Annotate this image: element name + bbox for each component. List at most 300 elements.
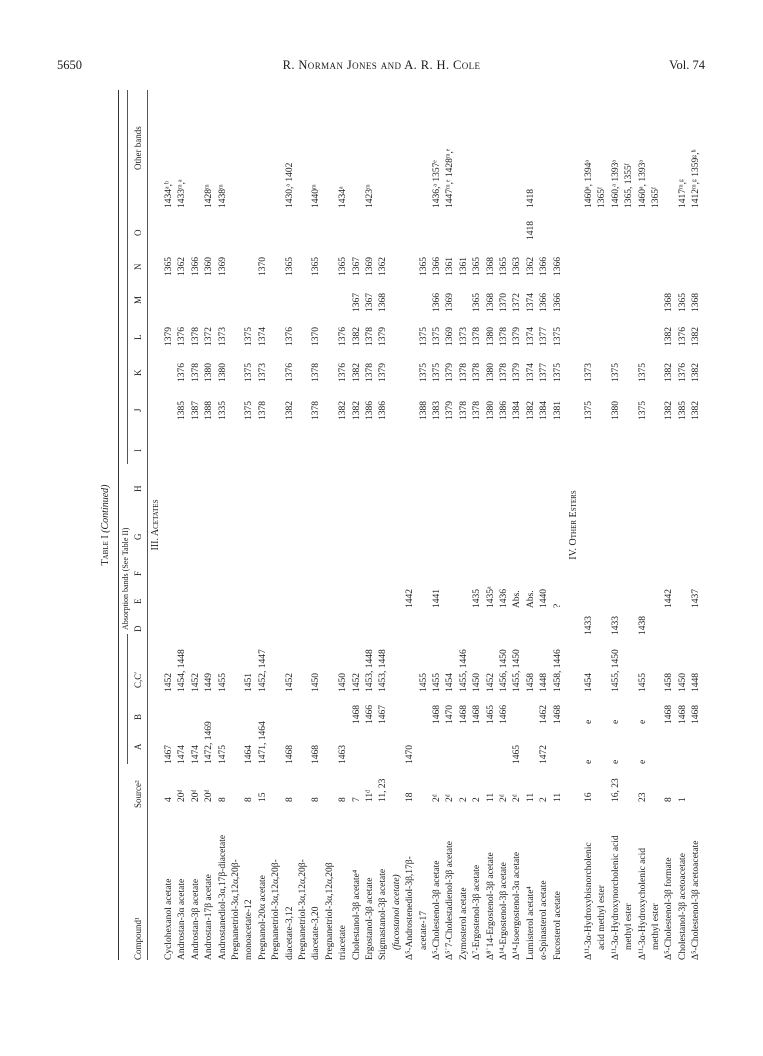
cell-a: 1463: [338, 745, 349, 764]
volume-label: Vol. 74: [669, 58, 705, 72]
cell-cc: 1455: [432, 673, 442, 692]
cell-m: 1367: [351, 293, 362, 312]
cell-e: ?: [552, 603, 563, 608]
compound-name: Lumisterol acetate⁴: [525, 886, 536, 960]
cell-d: 1433: [610, 616, 621, 635]
table-row: [472, 90, 485, 960]
cell-n: 1370: [257, 257, 268, 276]
cell-k: 1376: [284, 363, 295, 382]
cell-a: 1467: [164, 745, 174, 764]
cell-m: 1372: [512, 293, 523, 312]
cell-m: 1368: [378, 293, 389, 312]
cell-n: 1366: [539, 257, 550, 276]
cell-j: 1381: [552, 401, 563, 420]
cell-j: 1378: [257, 401, 268, 420]
table-row: [285, 90, 298, 960]
cell-l: 1376: [177, 327, 188, 346]
cell-l: 1378: [499, 327, 509, 346]
table-row: [218, 90, 231, 960]
table-row: [678, 90, 691, 960]
cell-src: 20ᵈ: [190, 789, 201, 802]
cell-other: 1365ᶠ: [651, 187, 661, 208]
cell-b: 1466: [365, 705, 375, 724]
cell-cc: 1452: [164, 673, 174, 692]
cell-j: 1378: [311, 401, 322, 420]
cell-cc: 1458: [525, 673, 536, 692]
cell-j: 1378: [472, 401, 483, 420]
cell-cc: 1452, 1447: [257, 649, 268, 692]
cell-cc: 1450: [472, 673, 483, 692]
cell-j: 1382: [284, 401, 295, 420]
cell-src: 2ᵈ: [432, 794, 442, 802]
cell-cc: 1453, 1448: [378, 649, 389, 692]
cell-other: 1418: [525, 189, 536, 208]
cell-other: 1365, 1355ᶠ: [624, 163, 635, 208]
cell-b: 1468: [664, 705, 675, 724]
cell-k: 1378: [365, 363, 375, 382]
cell-cc: 1452: [190, 673, 201, 692]
compound-name: Androstanediol-3α,17β-diacetate: [217, 834, 228, 960]
cell-k: 1378: [472, 363, 483, 382]
cell-other: 1428ᵐ: [204, 184, 215, 208]
cell-b: 1468: [351, 705, 362, 724]
cell-n: 1366: [552, 257, 563, 276]
column-header: H: [133, 485, 143, 492]
compound-name: Fucosterol acetate: [552, 891, 563, 960]
cell-e: 1435: [472, 589, 483, 608]
cell-j: 1382: [351, 401, 362, 420]
cell-k: 1380: [485, 363, 496, 382]
cell-cc: 1449: [204, 673, 215, 692]
cell-m: 1366: [539, 293, 550, 312]
column-header: Source²: [133, 780, 143, 808]
cell-k: 1377: [539, 363, 550, 382]
compound-name: methyl ester: [624, 903, 635, 950]
cell-a: 1472: [539, 745, 550, 764]
cell-src: 8: [244, 797, 255, 802]
cell-l: 1379: [512, 327, 523, 346]
cell-a: 1468: [284, 745, 295, 764]
cell-b: 1465: [485, 705, 496, 724]
cell-src: 11: [525, 792, 536, 802]
compound-name: (fucostanol acetate): [391, 874, 402, 950]
cell-other: 1417ᵐ,ᵍ: [677, 179, 688, 208]
table-row: [526, 90, 539, 960]
table-row: [486, 90, 499, 960]
cell-other: 1438ᵐ: [217, 184, 228, 208]
cell-j: 1382: [664, 401, 675, 420]
cell-k: 1375: [637, 363, 648, 382]
cell-d: 1438: [637, 616, 648, 635]
cell-a: 1474: [190, 745, 201, 764]
cell-b: 1468: [552, 705, 563, 724]
cell-src: 16: [584, 792, 594, 802]
cell-e: 1440: [539, 589, 550, 608]
cell-e: 1437: [691, 589, 702, 608]
cell-src: 1: [677, 797, 688, 802]
cell-n: 1365: [472, 257, 483, 276]
cell-l: 1379: [378, 327, 389, 346]
compound-name: monoacetate-12: [244, 899, 255, 960]
cell-a: 1475: [217, 745, 228, 764]
absorption-rule-left: [127, 634, 128, 764]
cell-src: 16, 23: [610, 778, 621, 802]
cell-k: 1374: [525, 363, 536, 382]
cell-other: 1412ᵐ,ᵍ 1359ᵍ,ʰ: [691, 149, 702, 208]
cell-k: 1375: [552, 363, 563, 382]
cell-n: 1366: [190, 257, 201, 276]
cell-e: 1442: [405, 589, 416, 608]
cell-cc: 1454, 1448: [177, 649, 188, 692]
cell-j: 1388: [204, 401, 215, 420]
table-row: [691, 90, 704, 960]
cell-j: 1375: [584, 401, 594, 420]
cell-l: 1382: [664, 327, 675, 346]
cell-cc: 1451: [244, 673, 255, 692]
cell-src: 2ᵈ: [445, 794, 456, 802]
cell-k: 1382: [351, 363, 362, 382]
cell-src: 2ᵈ: [512, 794, 523, 802]
cell-e: 1442: [664, 589, 675, 608]
cell-l: 1376: [284, 327, 295, 346]
cell-other: 1365ᶠ: [597, 187, 608, 208]
compound-name: Androstan-3α acetate: [177, 878, 188, 960]
cell-j: 1383: [432, 401, 442, 420]
cell-cc: 1455: [637, 673, 648, 692]
table-row: [459, 90, 472, 960]
header-rule: [147, 90, 148, 960]
table-row: [419, 90, 432, 960]
compound-name: Δ¹⁴-Isoergostenol-3α acetate: [512, 851, 523, 960]
table-row: [539, 90, 552, 960]
cell-j: 1388: [418, 401, 429, 420]
cell-l: 1372: [204, 327, 215, 346]
column-header: I: [133, 449, 143, 452]
compound-name: Δ⁸˙14-Ergostenol-3β acetate: [485, 852, 496, 960]
cell-src: 2: [472, 797, 483, 802]
cell-k: 1376: [338, 363, 349, 382]
cell-other: 1447ᵐ,ᵉ 1428ᵐ,ᵉ: [445, 148, 456, 208]
cell-other: 1436,ᵃ 1357ᵉ: [432, 160, 442, 208]
table-row: [624, 90, 637, 960]
compound-name: acetate-17: [418, 910, 429, 950]
running-header: [0, 58, 763, 78]
cell-j: 1386: [499, 401, 509, 420]
cell-a: 1464: [244, 745, 255, 764]
column-header: G: [133, 533, 143, 540]
cell-cc: 1452: [284, 673, 295, 692]
column-header: F: [133, 570, 143, 576]
cell-src: 4: [164, 797, 174, 802]
cell-k: 1379: [512, 363, 523, 382]
cell-b: 1468: [677, 705, 688, 724]
cell-l: 1373: [458, 327, 469, 346]
cell-cc: 1455, 1450: [610, 649, 621, 692]
cell-cc: 1452: [351, 673, 362, 692]
table-row: [338, 90, 351, 960]
table-row: [499, 90, 512, 960]
cell-cc: 1448: [691, 673, 702, 692]
cell-b: 1468: [432, 705, 442, 724]
table-row: [365, 90, 378, 960]
cell-e: 1435ᵃ: [485, 586, 496, 608]
cell-m: 1368: [664, 293, 675, 312]
compound-name: Δ⁵-Cholestenol-3β formate: [664, 857, 675, 960]
column-header: C,C′: [133, 671, 143, 688]
table-row: [311, 90, 324, 960]
cell-k: 1376: [677, 363, 688, 382]
cell-a: 1471, 1464: [257, 721, 268, 764]
cell-k: 1382: [664, 363, 675, 382]
cell-l: 1375: [418, 327, 429, 346]
cell-a: e: [610, 759, 621, 764]
table-row: [298, 90, 311, 960]
table-row: [164, 90, 177, 960]
compound-name: Δ⁵-Cholestenol-3β acetoacetate: [691, 840, 702, 960]
compound-name: Ergostanol-3β acetate: [365, 877, 375, 960]
cell-l: 1378: [190, 327, 201, 346]
cell-a: 1468: [311, 745, 322, 764]
table-row: [597, 90, 610, 960]
cell-b: e: [637, 719, 648, 724]
cell-a: e: [637, 759, 648, 764]
cell-k: 1378: [499, 363, 509, 382]
cell-cc: 1454: [584, 673, 594, 692]
compound-name: Pregnanetriol-3α,12α,20β-: [298, 859, 308, 960]
cell-l: 1373: [217, 327, 228, 346]
cell-b: 1466: [499, 705, 509, 724]
cell-m: 1366: [432, 293, 442, 312]
cell-n: 1362: [378, 257, 389, 276]
cell-l: 1377: [539, 327, 550, 346]
cell-k: 1378: [190, 363, 201, 382]
cell-a: 1472, 1469: [204, 721, 215, 764]
compound-name: acid methyl ester: [597, 885, 608, 950]
table-row: [231, 90, 244, 960]
compound-name: Δ⁵˙7-Cholestadienol-3β acetate: [445, 841, 456, 960]
table-row: [584, 90, 597, 960]
cell-k: 1380: [217, 363, 228, 382]
cell-k: 1380: [204, 363, 215, 382]
column-header: D: [133, 625, 143, 632]
cell-src: 8: [217, 797, 228, 802]
compound-name: Stigmastanol-3β acetate: [378, 868, 389, 960]
cell-k: 1378: [458, 363, 469, 382]
cell-m: 1365: [677, 293, 688, 312]
cell-m: 1369: [445, 293, 456, 312]
cell-src: 8: [284, 797, 295, 802]
column-header: A: [133, 743, 143, 750]
cell-b: 1468: [691, 705, 702, 724]
cell-other: 1460ᵃ, 1394ᵃ: [584, 160, 594, 208]
cell-k: 1375: [432, 363, 442, 382]
compound-name: Pregnanetriol-3α,12α,20β: [324, 862, 335, 960]
cell-j: 1335: [217, 401, 228, 420]
cell-cc: 1455, 1450: [512, 649, 523, 692]
compound-name: Pregnanetriol-3α,12α,20β-: [231, 859, 241, 960]
page-number: 5650: [57, 58, 82, 72]
table-row: [512, 90, 525, 960]
cell-src: 7: [351, 797, 362, 802]
cell-j: 1386: [378, 401, 389, 420]
cell-l: 1375: [432, 327, 442, 346]
cell-n: 1365: [338, 257, 349, 276]
cell-k: 1373: [584, 363, 594, 382]
compound-name: triacetate: [338, 925, 349, 960]
table-caption: Table I (Continued): [100, 484, 111, 566]
cell-src: 11, 23: [378, 778, 389, 802]
compound-name: α-Spinasterol acetate: [539, 880, 550, 960]
cell-n: 1366: [432, 257, 442, 276]
cell-cc: 1455: [217, 673, 228, 692]
table-row: [271, 90, 284, 960]
cell-l: 1378: [472, 327, 483, 346]
column-header: L: [133, 334, 143, 340]
table-row: [191, 90, 204, 960]
table-row: [392, 90, 405, 960]
cell-n: 1365: [499, 257, 509, 276]
cell-k: 1373: [257, 363, 268, 382]
cell-src: 11: [552, 792, 563, 802]
cell-src: 2: [539, 797, 550, 802]
cell-src: 23: [637, 792, 648, 802]
table-row: [177, 90, 190, 960]
column-header: B: [133, 713, 143, 720]
compound-name: Δ⁵-Androstenediol-3β,17β-: [405, 856, 416, 960]
cell-b: 1462: [539, 705, 550, 724]
compound-name: diacetate-3,12: [284, 906, 295, 960]
cell-src: 20ᵈ: [204, 789, 215, 802]
cell-cc: 1453, 1448: [365, 649, 375, 692]
compound-name: Δ⁵-Cholestenol-3β acetate: [432, 860, 442, 960]
cell-k: 1379: [445, 363, 456, 382]
cell-l: 1378: [365, 327, 375, 346]
cell-e: 1436: [499, 589, 509, 608]
cell-b: 1468: [472, 705, 483, 724]
table-row: [664, 90, 677, 960]
cell-m: 1374: [525, 293, 536, 312]
cell-n: 1369: [217, 257, 228, 276]
cell-m: 1367: [365, 293, 375, 312]
cell-j: 1382: [691, 401, 702, 420]
cell-k: 1375: [610, 363, 621, 382]
column-header: K: [133, 369, 143, 376]
cell-b: 1470: [445, 705, 456, 724]
cell-l: 1376: [338, 327, 349, 346]
cell-src: 8: [311, 797, 322, 802]
compound-name: Δ¹¹-3α-Hydroxynorcholenic acid: [610, 835, 621, 960]
cell-a: 1470: [405, 745, 416, 764]
cell-n: 1363: [512, 257, 523, 276]
cell-j: 1385: [677, 401, 688, 420]
cell-j: 1384: [539, 401, 550, 420]
cell-j: 1385: [177, 401, 188, 420]
compound-name: Androstan-3β acetate: [190, 878, 201, 960]
cell-src: 2ᵈ: [499, 794, 509, 802]
column-header: M: [133, 295, 143, 304]
cell-k: 1376: [177, 363, 188, 382]
cell-l: 1374: [257, 327, 268, 346]
cell-src: 18: [405, 792, 416, 802]
cell-cc: 1456, 1450: [499, 649, 509, 692]
cell-other: 1433ᵐ,ᵃ: [177, 179, 188, 208]
compound-name: methyl ester: [651, 903, 661, 950]
cell-other: 1460,ᵃ 1393ᵃ: [610, 160, 621, 208]
cell-other: 1434ᵃ,ᵇ: [164, 181, 174, 208]
cell-j: 1378: [458, 401, 469, 420]
column-header: O: [133, 229, 143, 236]
cell-n: 1365: [418, 257, 429, 276]
cell-l: 1375: [552, 327, 563, 346]
cell-e: Abs.: [525, 590, 536, 608]
cell-m: 1366: [552, 293, 563, 312]
compound-name: Δ¹¹-3α-Hydroxycholenic acid: [637, 847, 648, 960]
rotated-table: [100, 90, 702, 960]
cell-n: 1361: [458, 257, 469, 276]
cell-src: 2: [458, 797, 469, 802]
cell-j: 1387: [190, 401, 201, 420]
cell-l: 1382: [691, 327, 702, 346]
compound-name: Zymosterol acetate: [458, 887, 469, 960]
cell-other: 1434ᵃ: [338, 186, 349, 208]
absorption-bands-label: Absorption bands (See Table II): [121, 527, 130, 630]
cell-n: 1365: [164, 257, 174, 276]
cell-k: 1375: [418, 363, 429, 382]
cell-o: 1418: [525, 221, 536, 240]
cell-m: 1370: [499, 293, 509, 312]
cell-j: 1379: [445, 401, 456, 420]
cell-n: 1367: [351, 257, 362, 276]
column-header: J: [133, 408, 143, 412]
cell-l: 1382: [351, 327, 362, 346]
cell-cc: 1455, 1446: [458, 649, 469, 692]
cell-cc: 1450: [338, 673, 349, 692]
cell-k: 1379: [378, 363, 389, 382]
compound-name: Δ¹⁴-Ergostenol-3β acetate: [499, 862, 509, 960]
cell-n: 1365: [311, 257, 322, 276]
cell-b: e: [610, 719, 621, 724]
compound-name: Pregnanol-20α acetate: [257, 875, 268, 960]
cell-cc: 1455: [418, 673, 429, 692]
table-row: [352, 90, 365, 960]
cell-k: 1382: [691, 363, 702, 382]
cell-src: 15: [257, 792, 268, 802]
cell-cc: 1450: [311, 673, 322, 692]
cell-b: e: [584, 719, 594, 724]
cell-j: 1375: [244, 401, 255, 420]
column-header: Other bands: [133, 126, 143, 170]
cell-d: 1433: [584, 616, 594, 635]
cell-n: 1362: [525, 257, 536, 276]
cell-n: 1360: [204, 257, 215, 276]
compound-name: Pregnanetriol-3α,12α,20β-: [271, 859, 282, 960]
compound-name: diacetate-3,20: [311, 906, 322, 960]
compound-name: Androstan-17β acetate: [204, 874, 215, 960]
cell-e: Abs.: [512, 590, 523, 608]
cell-a: 1474: [177, 745, 188, 764]
section-other-esters: IV. Other Esters: [568, 490, 579, 560]
cell-cc: 1458: [664, 673, 675, 692]
cell-j: 1380: [485, 401, 496, 420]
cell-n: 1368: [485, 257, 496, 276]
cell-j: 1384: [512, 401, 523, 420]
cell-cc: 1454: [445, 673, 456, 692]
cell-src: 8: [664, 797, 675, 802]
cell-n: 1361: [445, 257, 456, 276]
cell-cc: 1448: [539, 673, 550, 692]
cell-l: 1374: [525, 327, 536, 346]
cell-m: 1365: [472, 293, 483, 312]
